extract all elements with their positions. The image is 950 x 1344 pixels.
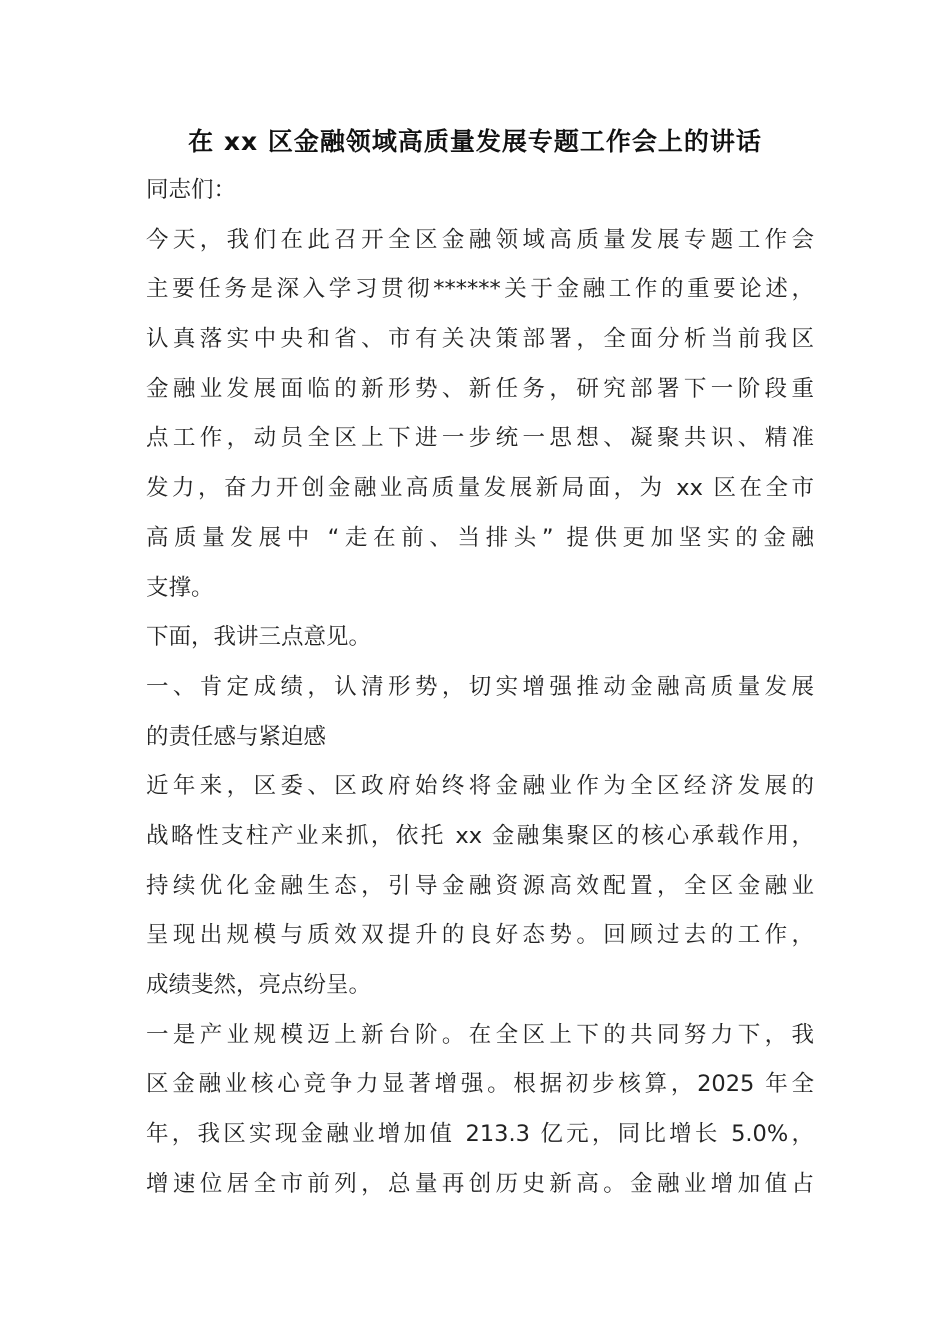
body-line: 高质量发展中 “走在前、当排头” 提供更加坚实的金融 xyxy=(146,524,814,551)
body-line: 增速位居全市前列，总量再创历史新高。金融业增加值占 xyxy=(146,1170,814,1197)
body-line: 成绩斐然，亮点纷呈。 xyxy=(146,972,372,998)
body-line: 主要任务是深入学习贯彻******关于金融工作的重要论述， xyxy=(146,276,814,303)
document-title: 在 xx 区金融领域高质量发展专题工作会上的讲话 xyxy=(188,127,762,156)
body-line: 呈现出规模与质效双提升的良好态势。回顾过去的工作， xyxy=(146,922,814,949)
body-line: 区金融业核心竞争力显著增强。根据初步核算，2025 年全 xyxy=(146,1071,814,1098)
body-line: 认真落实中央和省、市有关决策部署，全面分析当前我区 xyxy=(146,326,814,353)
body-line: 一是产业规模迈上新台阶。在全区上下的共同努力下，我 xyxy=(146,1021,814,1048)
section-heading-line: 的责任感与紧迫感 xyxy=(146,723,327,750)
document-body xyxy=(146,166,814,1209)
body-line: 点工作，动员全区上下进一步统一思想、凝聚共识、精准 xyxy=(146,425,814,452)
body-line: 今天，我们在此召开全区金融领域高质量发展专题工作会 xyxy=(146,226,814,253)
body-line: 金融业发展面临的新形势、新任务，研究部署下一阶段重 xyxy=(146,375,814,402)
body-line: 下面，我讲三点意见。 xyxy=(146,624,372,651)
salutation-line: 同志们： xyxy=(146,177,237,203)
body-line: 发力，奋力开创金融业高质量发展新局面，为 xx 区在全市 xyxy=(146,475,814,502)
body-line: 年，我区实现金融业增加值 213.3 亿元，同比增长 5.0%， xyxy=(146,1121,814,1148)
section-heading-line: 一、肯定成绩，认清形势，切实增强推动金融高质量发展 xyxy=(146,673,814,700)
body-line: 近年来，区委、区政府始终将金融业作为全区经济发展的 xyxy=(146,773,814,800)
body-line: 持续优化金融生态，引导金融资源高效配置，全区金融业 xyxy=(146,872,814,899)
body-line: 战略性支柱产业来抓，依托 xx 金融集聚区的核心承载作用， xyxy=(146,822,814,849)
body-line: 支撑。 xyxy=(146,574,214,601)
